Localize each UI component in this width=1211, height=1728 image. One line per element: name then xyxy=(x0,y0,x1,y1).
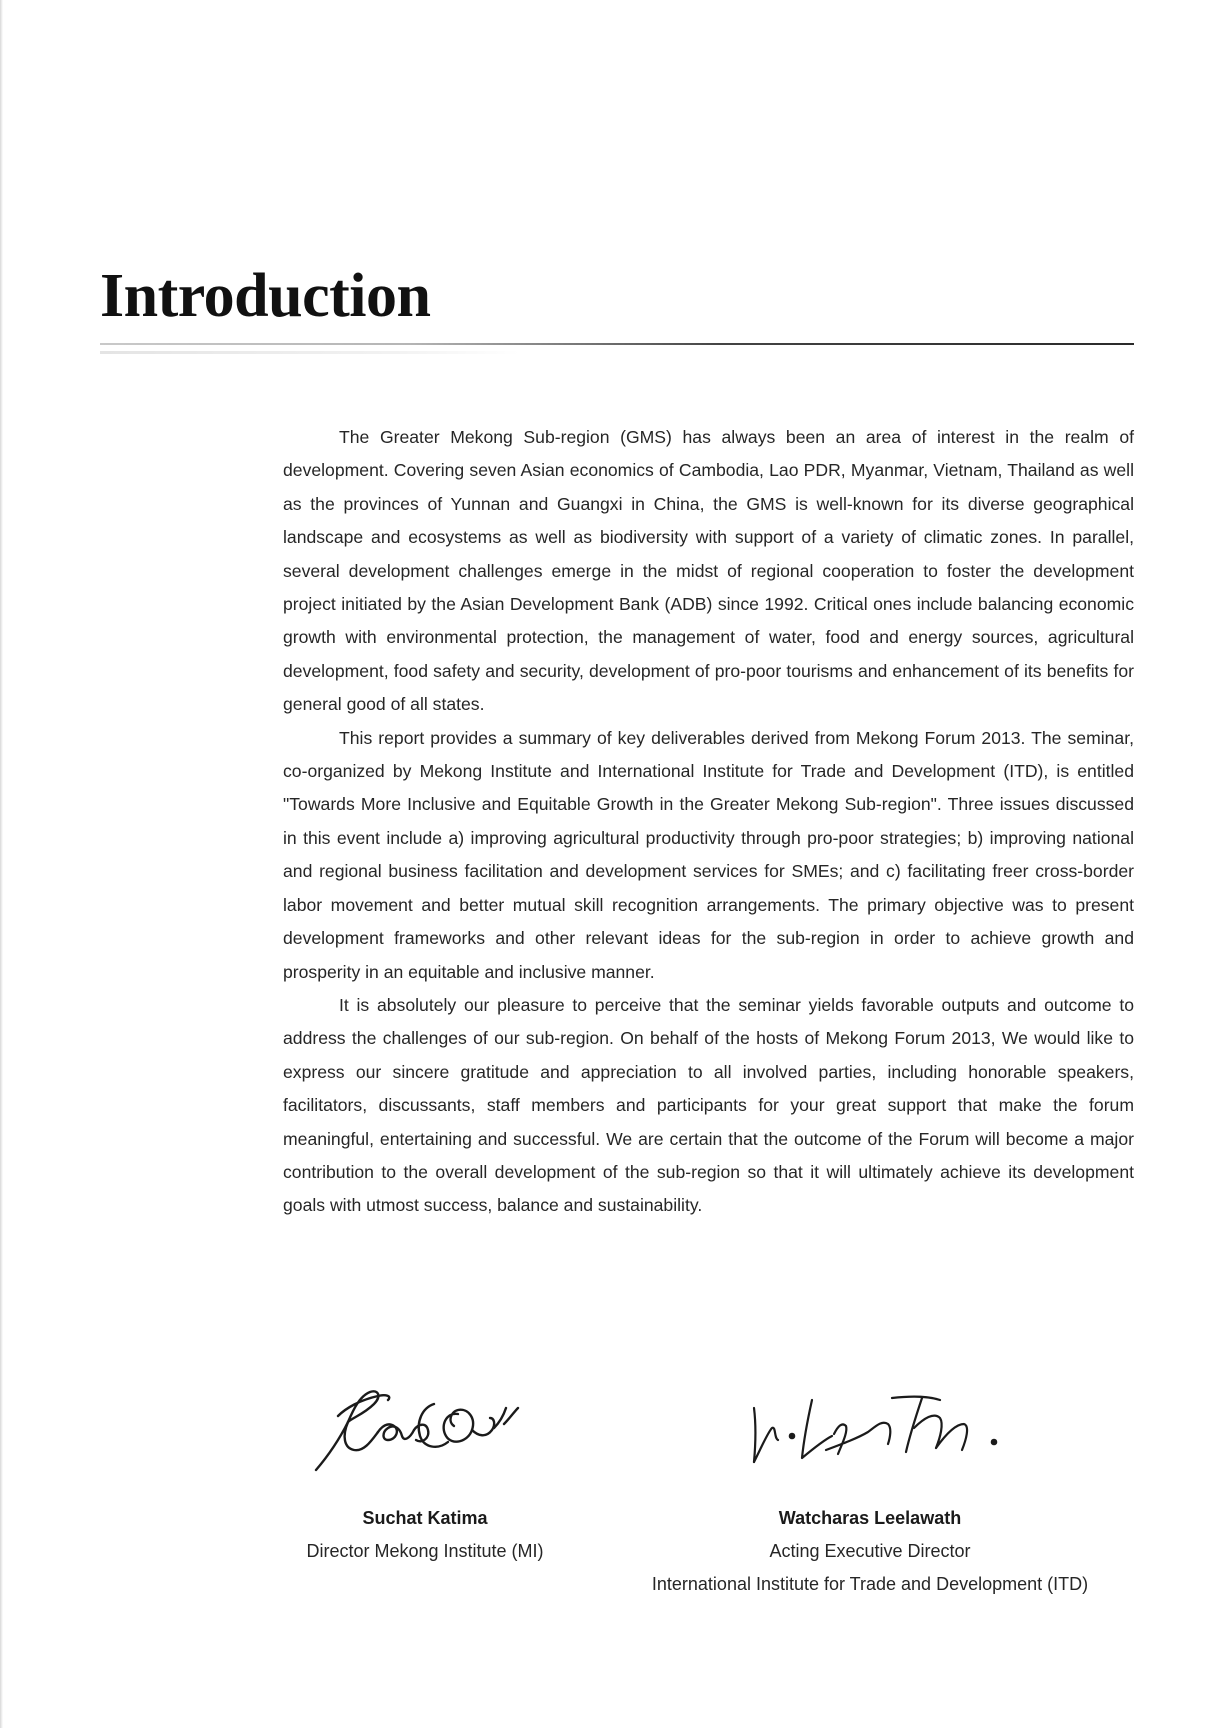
signer-name: Suchat Katima xyxy=(362,1508,488,1528)
paragraph-acknowledgement: It is absolutely our pleasure to perceive that the seminar yields favorable outputs and outcome to address the challenges of our sub-region. On behalf of the hosts of Mekong Forum 2013, We would like to express our sincere gratitude and appreciation to all involved parties, including honorable speakers, facilitators, discussants, staff members and participants for your great support that make the forum meaningful, entertaining and successful. We are certain that the outcome of the Forum will become a major contribution to the overall development of the sub-region so that it will ultimately achieve its development goals with utmost success, balance and sustainability. xyxy=(283,994,1134,1216)
signature-suchat-katima xyxy=(308,1378,538,1474)
signature-watcharas-leelawath xyxy=(742,1388,1042,1468)
signer-suchat-katima xyxy=(270,1502,580,1568)
introduction-body xyxy=(283,421,1134,1223)
page-title: Introduction xyxy=(100,262,431,330)
signature-block xyxy=(0,1378,1211,1618)
paragraph-gms-overview: The Greater Mekong Sub-region (GMS) has always been an area of interest in the realm of development. Covering seven Asian economics of Cambodia, Lao PDR, Myanmar, Vietnam, Thailand as well as the provinces of Yunnan and Guangxi in China, the GMS is well-known for its diverse geographical landscape and ecosystems as well as biodiversity with support of a variety of climatic zones. In parallel, several development challenges emerge in the midst of regional cooperation to foster the development project initiated by the Asian Development Bank (ADB) since 1992. Critical ones include balancing economic growth with environmental protection, the management of water, food and energy sources, agricultural development, food safety and security, development of pro-poor tourisms and enhancement of its benefits for general good of all states. xyxy=(283,427,1134,715)
signer-watcharas-leelawath xyxy=(590,1502,1150,1601)
signer-name: Watcharas Leelawath xyxy=(778,1508,962,1528)
title-divider xyxy=(100,343,1134,345)
title-divider-shadow xyxy=(100,351,520,354)
signer-title: Director Mekong Institute (MI) xyxy=(306,1541,544,1561)
paragraph-report-summary: This report provides a summary of key deliverables derived from Mekong Forum 2013. The seminar, co-organized by Mekong Institute and International Institute for Trade and Development (ITD), is entitled "Towards More Inclusive and Equitable Growth in the Greater Mekong Sub-region". Three issues discussed in this event include a) improving agricultural productivity through pro-poor strategies; b) improving national and regional business facilitation and development services for SMEs; and c) facilitating freer cross-border labor movement and better mutual skill recognition arrangements. The primary objective was to present development frameworks and other relevant ideas for the sub-region in order to achieve growth and prosperity in an equitable and inclusive manner. xyxy=(283,727,1134,982)
signer-title: Acting Executive Director xyxy=(769,1541,971,1561)
signer-organization: International Institute for Trade and Development (ITD) xyxy=(651,1574,1089,1594)
